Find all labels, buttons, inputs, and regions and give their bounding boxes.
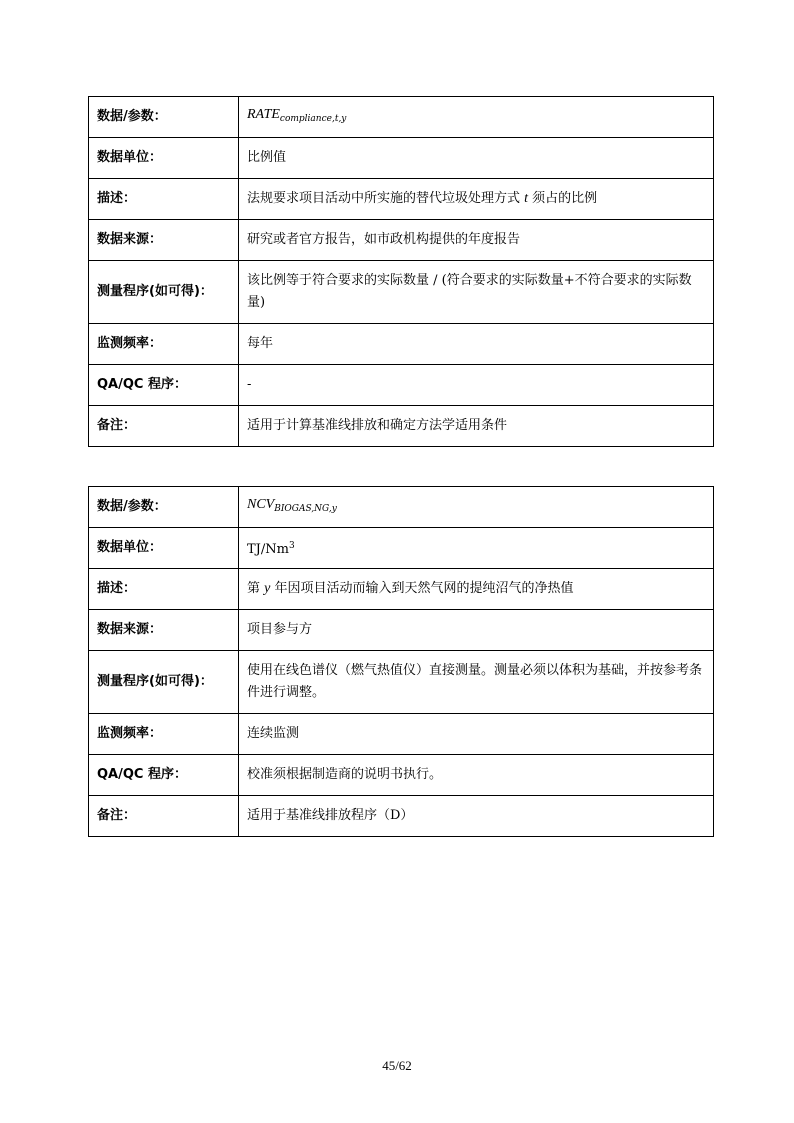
description-text-end: 须占的比例	[528, 191, 598, 206]
source-label: 数据来源：	[89, 220, 239, 261]
qaqc-value: 校准须根据制造商的说明书执行。	[239, 755, 714, 796]
unit-superscript: 3	[288, 541, 295, 551]
description-text-end: 年因项目活动而输入到天然气网的提纯沼气的净热值	[270, 581, 574, 596]
page-number: 45/62	[382, 1058, 412, 1073]
table-row	[89, 651, 714, 714]
unit-label: 数据单位：	[89, 138, 239, 179]
description-text: 第	[247, 581, 265, 596]
description-variable: t	[524, 191, 529, 206]
table-row	[89, 528, 714, 569]
parameter-table-rate-compliance	[88, 96, 714, 447]
table-row	[89, 97, 714, 138]
param-value	[239, 487, 714, 528]
param-subscript: compliance,t,y	[279, 114, 347, 124]
unit-label: 数据单位：	[89, 528, 239, 569]
table-row	[89, 179, 714, 220]
unit-value: 比例值	[239, 138, 714, 179]
description-value	[239, 569, 714, 610]
param-symbol: RATE	[247, 107, 280, 122]
frequency-value: 每年	[239, 324, 714, 365]
param-label: 数据/参数：	[89, 97, 239, 138]
description-value	[239, 179, 714, 220]
remarks-value: 适用于计算基准线排放和确定方法学适用条件	[239, 406, 714, 447]
source-value: 研究或者官方报告，如市政机构提供的年度报告	[239, 220, 714, 261]
qaqc-label: QA/QC 程序：	[89, 365, 239, 406]
procedure-value: 该比例等于符合要求的实际数量 / (符合要求的实际数量+不符合要求的实际数量)	[239, 261, 714, 324]
table-row	[89, 714, 714, 755]
unit-value	[239, 528, 714, 569]
param-label: 数据/参数：	[89, 487, 239, 528]
parameter-table-ncv-biogas	[88, 486, 714, 837]
procedure-value: 使用在线色谱仪（燃气热值仪）直接测量。测量必须以体积为基础，并按参考条件进行调整。	[239, 651, 714, 714]
table-row	[89, 796, 714, 837]
param-symbol: NCV	[247, 497, 275, 512]
qaqc-label: QA/QC 程序：	[89, 755, 239, 796]
table-row	[89, 324, 714, 365]
table-row	[89, 610, 714, 651]
procedure-label: 测量程序(如可得)：	[89, 651, 239, 714]
procedure-label: 测量程序(如可得)：	[89, 261, 239, 324]
table-row	[89, 755, 714, 796]
remarks-value: 适用于基准线排放程序（D）	[239, 796, 714, 837]
frequency-label: 监测频率：	[89, 714, 239, 755]
param-value	[239, 97, 714, 138]
description-variable: y	[264, 581, 271, 596]
unit-base: TJ/Nm	[247, 542, 289, 557]
table-row	[89, 220, 714, 261]
param-subscript: BIOGAS,NG,y	[274, 504, 337, 514]
table-row	[89, 487, 714, 528]
table-row	[89, 365, 714, 406]
description-text: 法规要求项目活动中所实施的替代垃圾处理方式	[247, 191, 525, 206]
frequency-label: 监测频率：	[89, 324, 239, 365]
qaqc-value: -	[239, 365, 714, 406]
table-row	[89, 138, 714, 179]
table-row	[89, 261, 714, 324]
table-row	[89, 406, 714, 447]
source-value: 项目参与方	[239, 610, 714, 651]
source-label: 数据来源：	[89, 610, 239, 651]
frequency-value: 连续监测	[239, 714, 714, 755]
description-label: 描述：	[89, 179, 239, 220]
remarks-label: 备注：	[89, 796, 239, 837]
table-row	[89, 569, 714, 610]
description-label: 描述：	[89, 569, 239, 610]
remarks-label: 备注：	[89, 406, 239, 447]
